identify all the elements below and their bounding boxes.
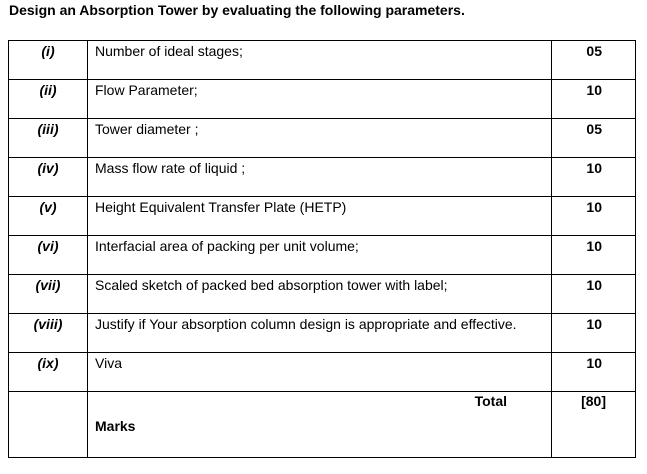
item-marks: 10 (552, 80, 636, 119)
item-description: Interfacial area of packing per unit volume; (88, 236, 552, 275)
item-number: (iii) (9, 119, 88, 158)
item-number: (ix) (9, 353, 88, 392)
table-row (9, 158, 636, 197)
item-number: (i) (9, 41, 88, 80)
item-description: Mass flow rate of liquid ; (88, 158, 552, 197)
table-row (9, 236, 636, 275)
item-marks: 05 (552, 41, 636, 80)
item-description: Flow Parameter; (88, 80, 552, 119)
total-row (9, 392, 636, 458)
table-row (9, 197, 636, 236)
item-description: Tower diameter ; (88, 119, 552, 158)
table-row (9, 275, 636, 314)
item-description: Justify if Your absorption column design is appropriate and effective. (88, 314, 552, 353)
table-row (9, 119, 636, 158)
item-marks: 10 (552, 353, 636, 392)
table-row (9, 41, 636, 80)
item-description: Scaled sketch of packed bed absorption tower with label; (88, 275, 552, 314)
parameters-table (8, 40, 636, 458)
item-description: Number of ideal stages; (88, 41, 552, 80)
total-label: Total (474, 393, 507, 409)
item-marks: 10 (552, 275, 636, 314)
table-row (9, 314, 636, 353)
item-marks: 05 (552, 119, 636, 158)
total-label-cell (88, 392, 552, 458)
total-empty-cell (9, 392, 88, 458)
table-row (9, 80, 636, 119)
item-number: (viii) (9, 314, 88, 353)
item-marks: 10 (552, 197, 636, 236)
item-description: Height Equivalent Transfer Plate (HETP) (88, 197, 552, 236)
marks-label: Marks (95, 418, 136, 434)
item-number: (ii) (9, 80, 88, 119)
item-number: (vii) (9, 275, 88, 314)
item-number: (v) (9, 197, 88, 236)
page-title: Design an Absorption Tower by evaluating the following parameters. (9, 2, 465, 18)
table-row (9, 353, 636, 392)
item-marks: 10 (552, 236, 636, 275)
item-number: (vi) (9, 236, 88, 275)
item-number: (iv) (9, 158, 88, 197)
item-marks: 10 (552, 314, 636, 353)
total-marks: [80] (552, 392, 636, 458)
item-description: Viva (88, 353, 552, 392)
item-marks: 10 (552, 158, 636, 197)
